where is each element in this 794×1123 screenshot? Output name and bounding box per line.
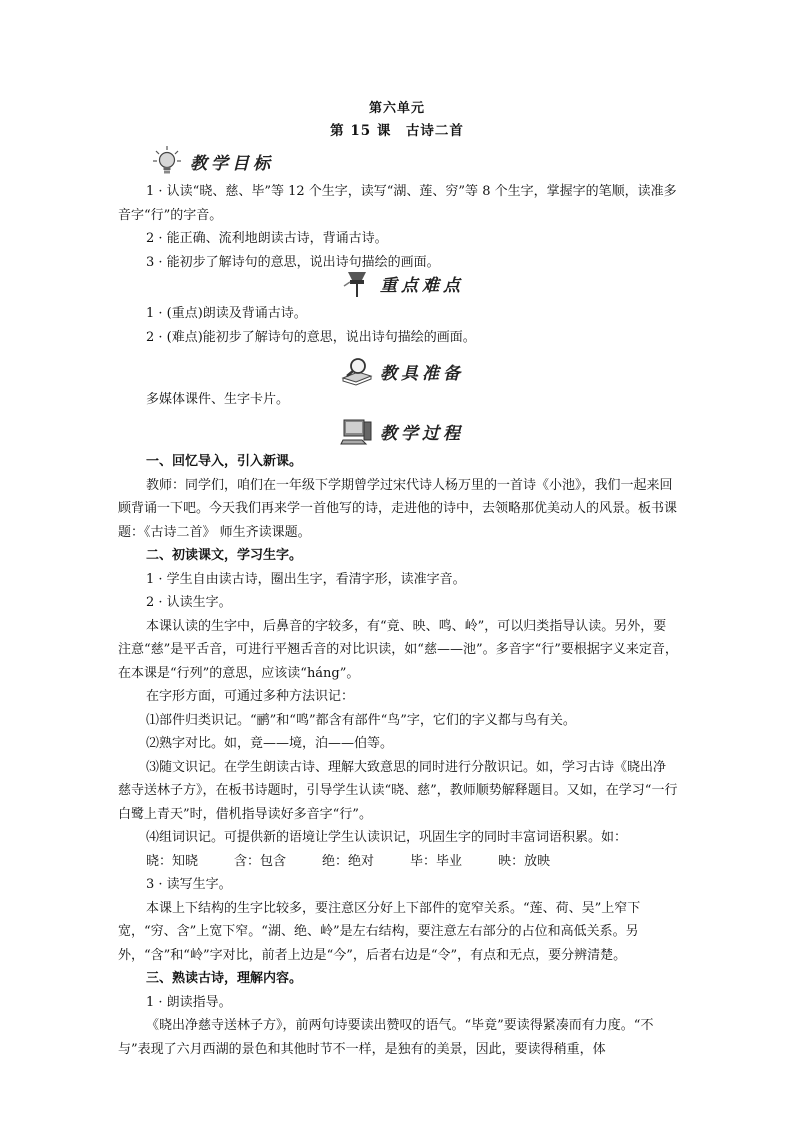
process-title: 教学过程	[380, 423, 464, 444]
goals-banner	[150, 144, 274, 178]
process-paragraph: 在字形方面，可通过多种方法识记：	[146, 689, 355, 704]
keypoints-list	[118, 302, 678, 349]
process-heading: 三、熟读古诗，理解内容。	[146, 971, 303, 986]
process-paragraph: 本课上下结构的生字比较多，要注意区分好上下部件的宽窄关系。“莲、荷、吴”上窄下宽，“穷、含”上宽下窄。“湖、绝、岭”是左右结构，要注意左右部分的占位和高低关系。另外，“含”和“岭”字对比，前者上边是“今”，后者右边是“令”，有点和无点，要分辨清楚。	[118, 900, 641, 963]
prep-title: 教具准备	[380, 363, 464, 384]
word-pair: 绝：绝对	[322, 853, 375, 869]
process-heading: 二、初读课文，学习生字。	[146, 548, 303, 563]
process-paragraph: 1 · 学生自由读古诗，圈出生字，看清字形，读准字音。	[146, 571, 466, 587]
goal-item: 2 · 能正确、流利地朗读古诗，背诵古诗。	[146, 231, 388, 246]
prep-item: 多媒体课件、生字卡片。	[146, 392, 290, 407]
keypoints-banner	[340, 266, 464, 300]
computer-icon	[340, 414, 374, 448]
word-pair: 毕：毕业	[410, 853, 463, 869]
process-paragraph: ⑵熟字对比。如，竟——境，泊——伯等。	[146, 736, 394, 751]
goals-list	[118, 180, 678, 274]
process-paragraph: ⑴部件归类识记。“鹂”和“鸣”都含有部件“鸟”字，它们的字义都与鸟有关。	[146, 712, 576, 728]
unit-title: 第六单元	[368, 101, 425, 116]
process-paragraph: 2 · 认读生字。	[146, 595, 232, 610]
pushpin-icon	[340, 266, 374, 300]
lightbulb-icon	[150, 144, 184, 178]
process-paragraph: ⑶随文识记。在学生朗读古诗、理解大致意思的同时进行分散识记。如，学习古诗《晓出净慈寺送林子方》，在板书诗题时，引导学生认读“晓、慈”，教师顺势解释题目。又如，在学习“一行白鹭上青天”时，借机指导读好多音字“行”。	[118, 759, 678, 822]
process-heading: 一、回忆导入，引入新课。	[146, 454, 303, 469]
goal-item: 1 · 认读“晓、慈、毕”等 12 个生字，读写“湖、莲、穷”等 8 个生字，掌握字的笔顺，读准多音字“行”的字音。	[118, 184, 677, 223]
process-banner	[340, 414, 464, 448]
process-paragraph: ⑷组词识记。可提供新的语境让学生认读识记，巩固生字的同时丰富词语积累。如：	[146, 830, 628, 845]
word-pairs-row	[118, 850, 678, 874]
process-paragraph: 本课认读的生字中，后鼻音的字较多，有“竟、映、鸣、岭”，可以归类指导认读。另外，要注意“慈”是平舌音，可进行平翘舌音的对比识读，如“慈——池”。多音字“行”要根据字义来定音，在本课是“行列”的意思，应该读“háng”。	[118, 618, 678, 681]
book-magnifier-icon	[340, 354, 374, 388]
lesson-title: 第 15 课 古诗二首	[330, 123, 464, 139]
process-body	[118, 450, 678, 1061]
keypoint-item: 1 · (重点)朗读及背诵古诗。	[146, 306, 307, 321]
prep-banner	[340, 354, 464, 388]
word-pair: 晓：知晓	[146, 853, 199, 869]
process-paragraph: 教师：同学们，咱们在一年级下学期曾学过宋代诗人杨万里的一首诗《小池》，我们一起来回顾背诵一下吧。今天我们再来学一首他写的诗，走进他的诗中，去领略那优美动人的风景。板书课题：《古诗二首》 师生齐读课题。	[118, 477, 678, 540]
process-paragraph: 3 · 读写生字。	[146, 877, 232, 892]
process-paragraph: 《晓出净慈寺送林子方》，前两句诗要读出赞叹的语气。“毕竟”要读得紧凑而有力度。“不与”表现了六月西湖的景色和其他时节不一样，是独有的美景，因此，要读得稍重，体	[118, 1018, 654, 1057]
keypoints-title: 重点难点	[380, 275, 464, 296]
goal-item: 3 · 能初步了解诗句的意思，说出诗句描绘的画面。	[146, 254, 440, 270]
word-pair: 含：包含	[234, 853, 287, 869]
process-paragraph: 1 · 朗读指导。	[146, 994, 232, 1010]
keypoint-item: 2 · (难点)能初步了解诗句的意思，说出诗句描绘的画面。	[146, 329, 476, 345]
goals-title: 教学目标	[190, 153, 274, 174]
prep-list	[118, 388, 678, 412]
word-pair: 映：放映	[498, 853, 551, 869]
